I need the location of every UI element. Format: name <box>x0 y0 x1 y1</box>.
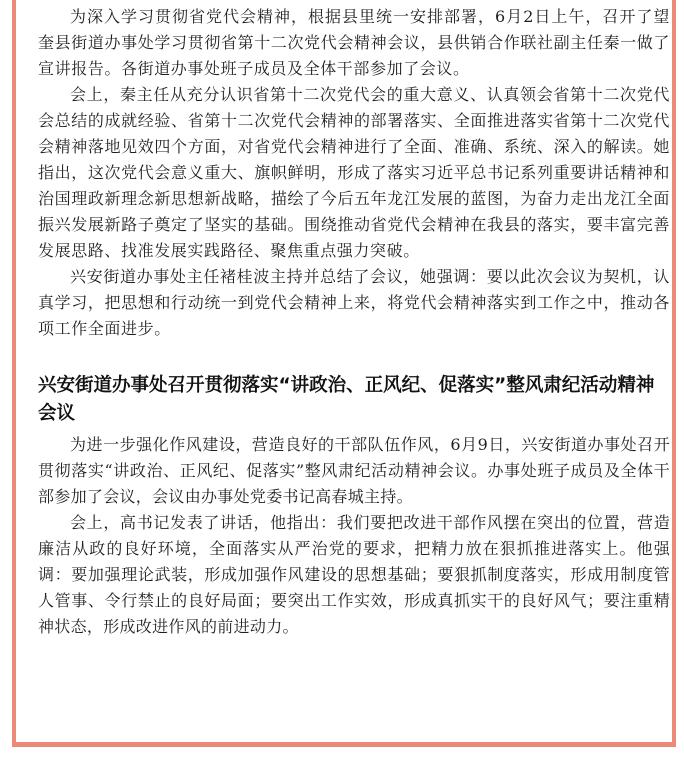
paragraph-rectification-intro: 为进一步强化作风建设，营造良好的干部队伍作风，6月9日，兴安街道办事处召开贯彻落实“讲政治、正风纪、促落实”整风肃纪活动精神会议。办事处班子成员及全体干部参加了会议，会议由办事处党委书记高春城主持。 <box>38 435 670 506</box>
section-heading: 兴安街道办事处召开贯彻落实“讲政治、正风纪、促落实”整风肃纪活动精神会议 <box>38 375 655 424</box>
paragraph-secretary-speech: 会上，高书记发表了讲话，他指出：我们要把改进干部作风摆在突出的位置，营造廉洁从政的良好环境，全面落实从严治党的要求，把精力放在狠抓推进落实上。他强调：要加强理论武装，形成加强作风建设的思想基础；要狠抓制度落实，形成用制度管人管事、令行禁止的良好局面；要突出工作实效，形成真抓实干的良好风气；要注重精神状态，形成改进作风的前进动力。 <box>38 513 670 636</box>
paragraph-speech-summary: 会上，秦主任从充分认识省第十二次党代会的重大意义、认真领会省第十二次党代会总结的成就经验、省第十二次党代会精神的部署落实、全面推进落实省第十二次党代会精神落地见效四个方面，对省党代会精神进行了全面、准确、系统、深入的解读。她指出，这次党代会意义重大、旗帜鲜明，形成了落实习近平总书记系列重要讲话精神和治国理政新理念新思想新战略，描绘了今后五年龙江发展的蓝图，为奋力走出龙江全面振兴发展新路子奠定了坚实的基础。围绕推动省党代会精神在我县的落实，要丰富完善发展思路、找准发展实践路径、聚焦重点强力突破。 <box>38 85 670 260</box>
paragraph-meeting-intro: 为深入学习贯彻省党代会精神，根据县里统一安排部署，6月2日上午，召开了望奎县街道办事处学习贯彻省第十二次党代会精神会议，县供销合作联社副主任秦一做了宣讲报告。各街道办事处班子成员及全体干部参加了会议。 <box>38 7 670 78</box>
article-frame <box>12 0 676 747</box>
paragraph-conclusion: 兴安街道办事处主任褚桂波主持并总结了会议，她强调：要以此次会议为契机，认真学习，把思想和行动统一到党代会精神上来，将党代会精神落实到工作之中，推动各项工作全面进步。 <box>38 267 670 338</box>
article-content <box>38 4 670 640</box>
section-spacer <box>38 342 670 364</box>
